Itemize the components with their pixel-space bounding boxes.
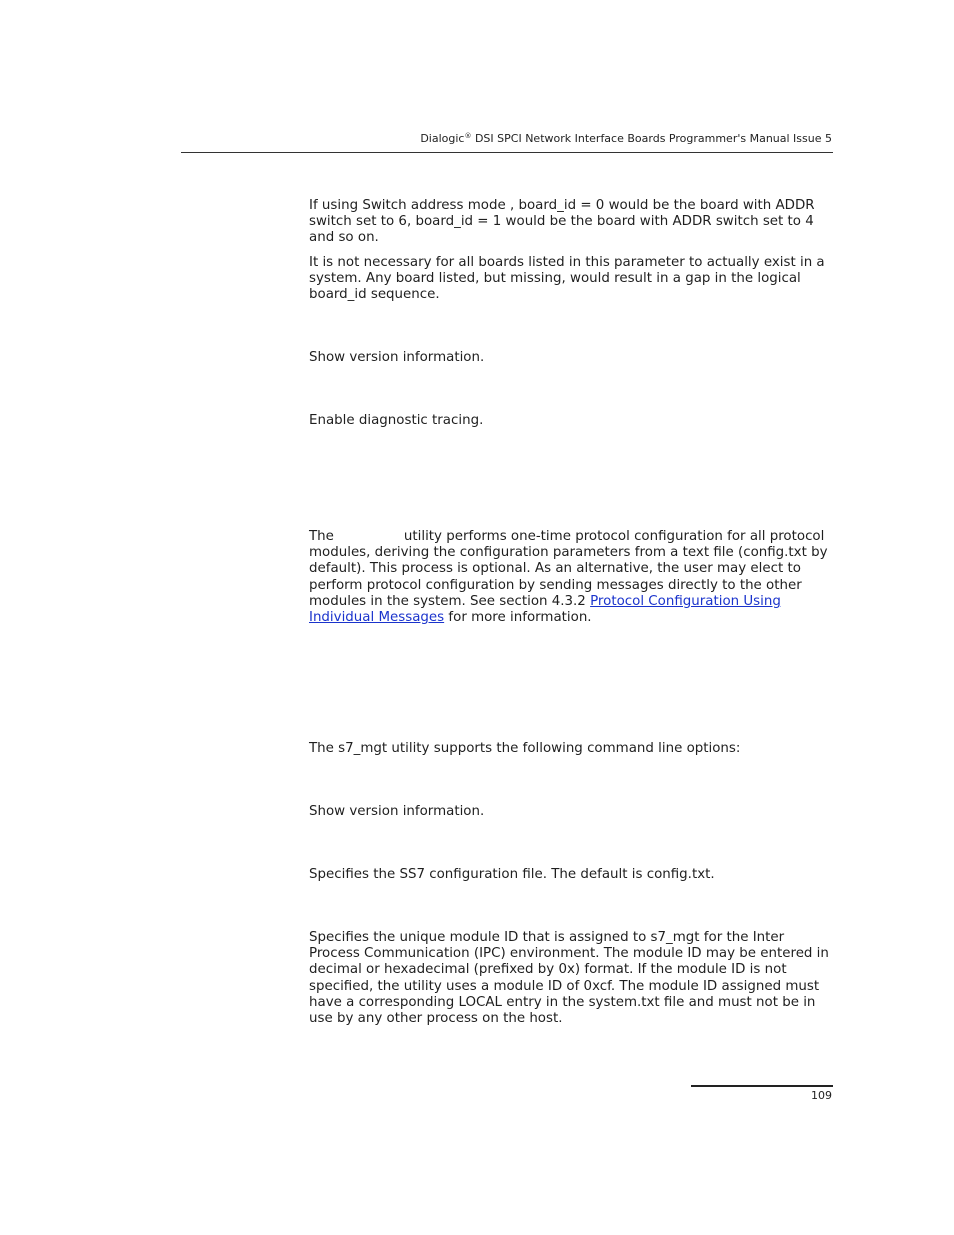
header-title: DSI SPCI Network Interface Boards Programmer's Manual Issue 5 <box>471 132 832 145</box>
not-necessary-paragraph: It is not necessary for all boards listed in this parameter to actually exist in a system. Any board listed, but missing, would result in a gap in the logical board_id sequence. <box>309 255 825 303</box>
footer-rule <box>691 1085 833 1087</box>
protocol-configuration-link[interactable]: Protocol Configuration Using Individual Messages <box>309 593 781 626</box>
header-brand: Dialogic <box>420 132 465 145</box>
intro-tail: for more information. <box>448 610 592 626</box>
diagnostic-tracing-description: Enable diagnostic tracing. <box>309 413 484 428</box>
intro-lead: The <box>309 529 334 544</box>
registered-mark: ® <box>464 132 472 140</box>
config-file-description: Specifies the SS7 configuration file. The default is config.txt. <box>309 867 715 882</box>
header-rule <box>181 152 833 153</box>
running-header <box>420 132 832 146</box>
s7mgt-intro-paragraph <box>309 529 833 626</box>
module-id-description: Specifies the unique module ID that is assigned to s7_mgt for the Inter Process Communication (IPC) environment. The module ID may be entered in decimal or hexadecimal (prefixed by 0x) format. If the module ID is not specified, the utility uses a module ID of 0xcf. The module ID assigned must have a corresponding LOCAL entry in the system.txt file and must not be in use by any other process on the host. <box>309 930 829 1027</box>
options-intro-paragraph: The s7_mgt utility supports the following command line options: <box>309 741 741 756</box>
switch-mode-paragraph: If using Switch address mode , board_id = 0 would be the board with ADDR switch set to 6, board_id = 1 would be the board with ADDR switch set to 4 and so on. <box>309 198 815 246</box>
intro-body: utility performs one-time protocol configuration for all protocol modules, deriving the configuration parameters from a text file (config.txt by default). This process is optional. As an alternative, the user may elect to perform protocol configuration by sending messages directly to the other modules in the system. See section 4.3.2 <box>309 529 828 609</box>
show-version-description-1: Show version information. <box>309 350 485 365</box>
show-version-description-2: Show version information. <box>309 804 485 819</box>
page-number: 109 <box>811 1089 832 1102</box>
